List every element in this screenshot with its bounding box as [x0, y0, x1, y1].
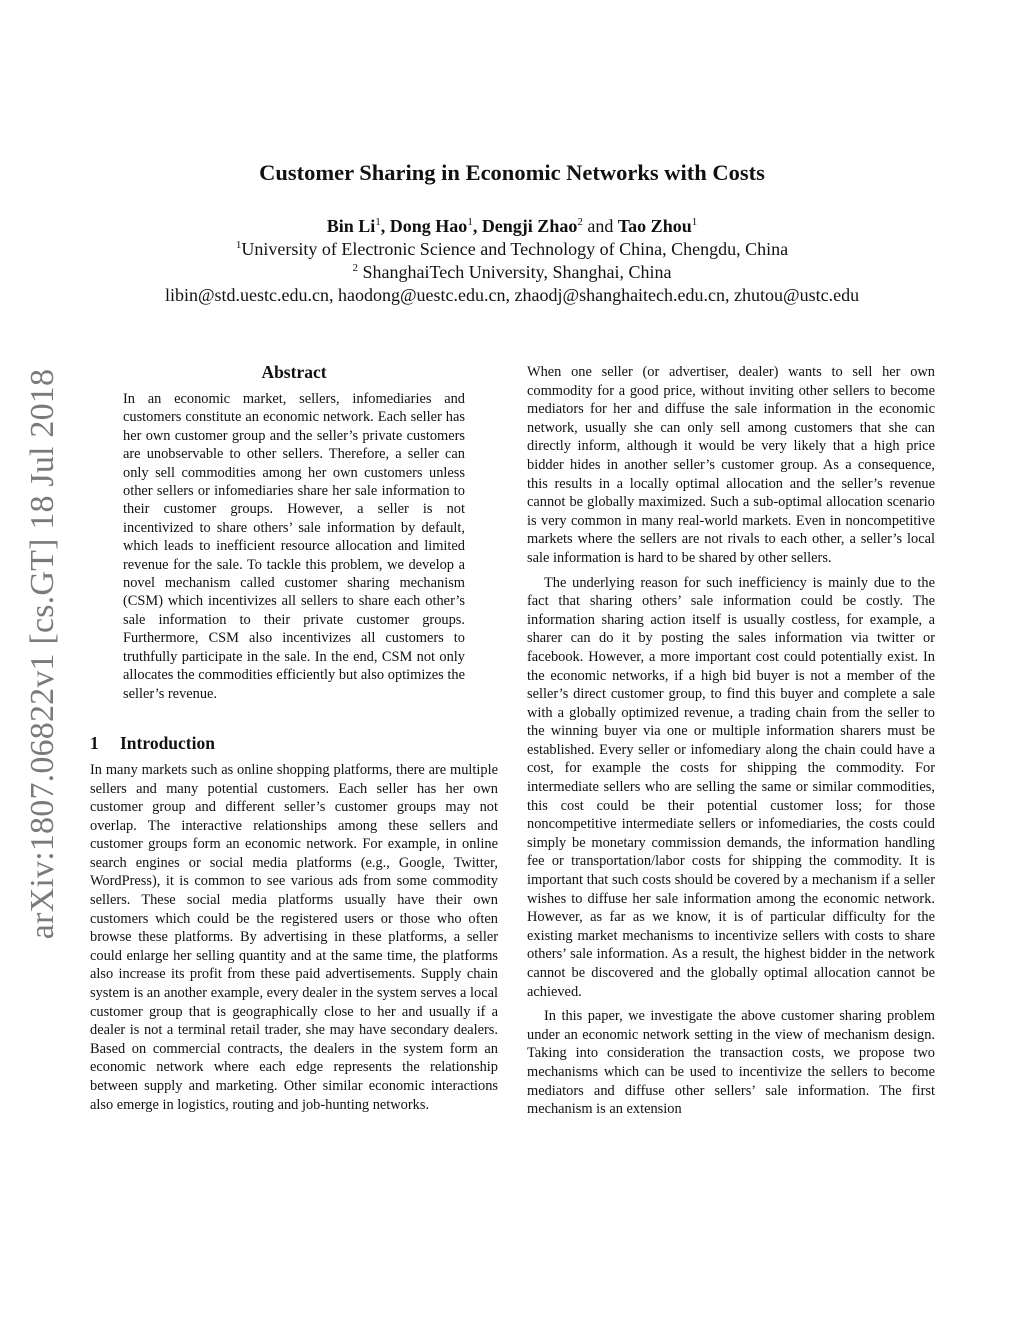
section-heading-introduction — [90, 731, 498, 755]
arxiv-id-text: arXiv:1807.06822v1 [cs.GT] 18 Jul 2018 — [24, 368, 61, 940]
paper-header — [0, 158, 1024, 307]
author-separator: , — [380, 216, 390, 236]
author-name: Bin Li — [326, 216, 376, 236]
author-list — [0, 214, 1024, 238]
affiliation-text: University of Electronic Science and Technology of China, Chengdu, China — [241, 239, 789, 259]
affiliation-text: ShanghaiTech University, Shanghai, China — [357, 262, 672, 282]
author-emails: libin@std.uestc.edu.cn, haodong@uestc.edu.cn, zhaodj@shanghaitech.edu.cn, zhutou@ustc.edu — [164, 285, 860, 305]
author-name: Dengji Zhao — [481, 216, 578, 236]
author-affil-sup: 1 — [375, 216, 381, 228]
right-column — [527, 363, 935, 1119]
paper-title: Customer Sharing in Economic Networks with Costs — [259, 160, 765, 185]
left-column — [90, 360, 498, 1114]
author-affil-sup: 1 — [691, 216, 698, 228]
body-paragraph: In this paper, we investigate the above customer sharing problem under an economic network setting in the view of mechanism design. Taking into consideration the transaction costs, we propose two mechanisms which can be used to incentivize the sellers to become mediators and diffuse other sellers’ sale information. The first mechanism is an extension — [527, 1008, 935, 1118]
author-and: and — [582, 216, 618, 236]
author-separator: , — [472, 216, 482, 236]
affiliation-sup: 1 — [235, 239, 242, 251]
affiliation-sup: 2 — [352, 262, 358, 274]
affiliation-line — [0, 261, 1024, 284]
abstract-text: In an economic market, sellers, infomediaries and customers constitute an economic network. Each seller has her own customer group and the seller’s private customers are unobservable to other sellers. Therefore, a seller can only sell commodities among her own customers unless other sellers or infomediaries share her sale information to their customer groups. However, a seller is not incentivized to share others’ sale information by default, which leads to inefficient resource allocation and limited revenue for the sale. To tackle this problem, we develop a novel mechanism called customer sharing mechanism (CSM) which incentivizes all sellers to share each other’s sale information to their private customer groups. Furthermore, CSM also incentivizes all customers to truthfully participate in the sale. In the end, CSM not only allocates the commodities efficiently but also optimizes the seller’s revenue. — [123, 391, 465, 702]
affiliation-line — [0, 238, 1024, 261]
author-affil-sup: 2 — [577, 216, 583, 228]
section-title: Introduction — [120, 732, 215, 753]
body-paragraph: When one seller (or advertiser, dealer) wants to sell her own commodity for a good price, without inviting other sellers to become mediators for her and diffuse the sale information in the economic network, usually she can only sell among customers that she can directly inform, although it would be very likely that a high price bidder hides in another seller’s customer group. As a consequence, this results in a locally optimal allocation and the seller’s revenue cannot be globally maximized. Such a sub-optimal allocation scenario is very common in many real-world markets. Even in noncompetitive markets where the sellers are not rivals to each other, a seller’s local sale information is hard to be shared by other sellers. — [527, 364, 935, 566]
abstract-heading: Abstract — [261, 362, 327, 382]
arxiv-identifier-stamp — [26, 364, 60, 944]
author-affil-sup: 1 — [467, 216, 473, 228]
author-name: Tao Zhou — [617, 216, 692, 236]
body-paragraph: The underlying reason for such inefficiency is mainly due to the fact that sharing others’ sale information could be costly. The information sharing action itself is usually costless, for example, a sharer can do it by posting the sales information via twitter or facebook. However, a more important cost could potentially exist. In the economic networks, if a high bid buyer is not a member of the seller’s direct customer group, to find this buyer and complete a sale with a globally optimized revenue, a trading chain from the seller to the winning buyer via one or multiple information sharers must be established. Every seller or infomediary along the chain could have a cost, for example the costs for shipping the commodity. For intermediate sellers who are selling the same or similar commodities, this cost could be their potential customer loss; for those noncompetitive intermediate sellers or infomediaries, the costs could simply be monetary commission demands, the information handling fee or transportation/labor costs for shipping the commodity. It is important that such costs should be covered by a mechanism if a seller wishes to diffuse her sale information among the economic network. However, as far as we know, it is of particular difficulty for the existing market mechanisms to incentivize sellers with costs to share others’ sale information. As a result, the highest bidder in the network cannot be discovered and the globally optimal allocation cannot be achieved. — [527, 574, 935, 1000]
section-number: 1 — [90, 732, 99, 753]
intro-paragraph: In many markets such as online shopping platforms, there are multiple sellers and many potential customers. Each seller has her own customer group and different seller’s customer groups may not overlap. The interactive relationships among these sellers and customer groups form an economic network. For example, in online search engines or social media platforms (e.g., Google, Twitter, WordPress), it is common to see various ads from some commodity sellers. These social media platforms usually have their own customers which could be the registered users or those who often browse these platforms. By advertising in these platforms, a seller could enlarge her selling quantity and at the same time, the platforms also increase its profit from these paid advertisements. Supply chain system is an another example, every dealer in the system serves a local customer group that is geographically close to her and usually if a dealer is not a terminal retail trader, she may have secondary dealers. Based on commercial contracts, the dealers in the system form an economic network where each edge represents the relationship between supply and marketing. Other similar economic interactions also emerge in logistics, routing and job-hunting networks. — [90, 761, 498, 1113]
author-name: Dong Hao — [389, 216, 468, 236]
